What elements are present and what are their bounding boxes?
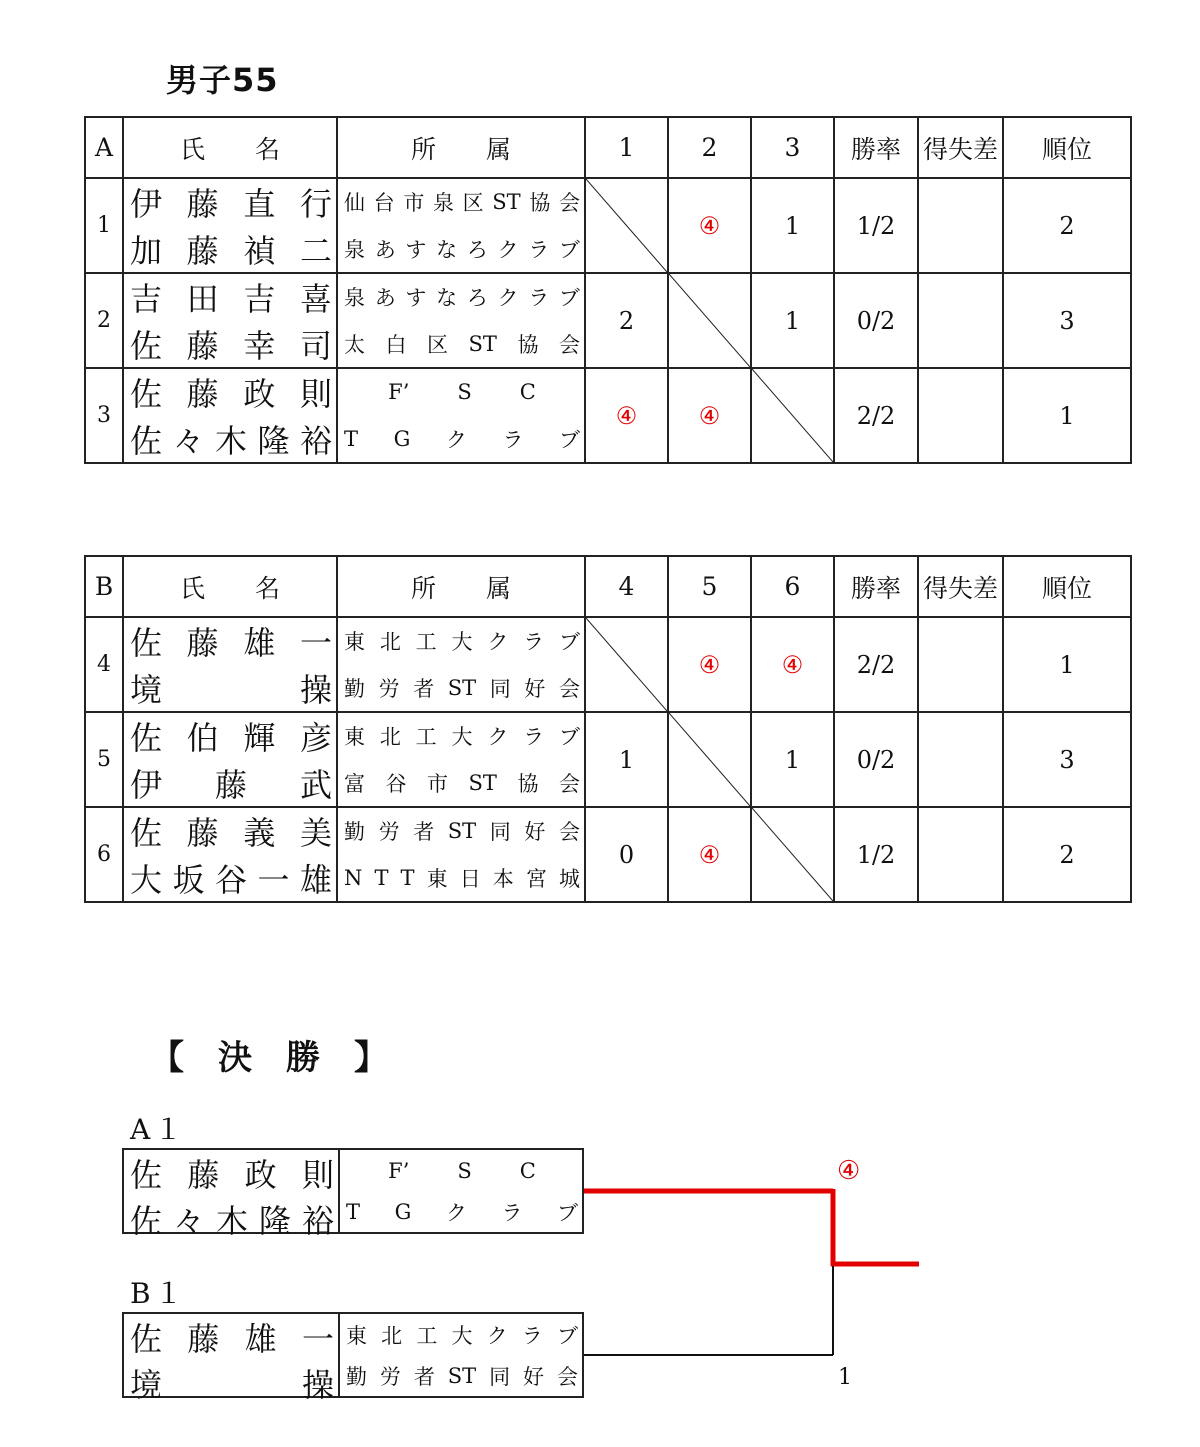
name-char: 藤 bbox=[186, 814, 219, 853]
name-char: 田 bbox=[186, 280, 219, 319]
affil-char: 勤 bbox=[344, 676, 365, 701]
affil-char: 富 bbox=[344, 771, 365, 796]
affil-char: F’ bbox=[388, 380, 410, 405]
diff-header: 得失差 bbox=[918, 556, 1003, 617]
name-char: 藤 bbox=[187, 1156, 220, 1194]
affil-char: ブ bbox=[558, 630, 580, 655]
score-cell: ④ bbox=[668, 807, 751, 902]
name-char: 佐 bbox=[130, 1202, 163, 1240]
name-char: 隆 bbox=[258, 1202, 291, 1240]
affil-char: T bbox=[346, 1199, 361, 1224]
rank-header: 順位 bbox=[1003, 556, 1131, 617]
player-number: 5 bbox=[85, 712, 123, 807]
affil-char: F’ bbox=[388, 1158, 410, 1183]
affil-char: 者 bbox=[413, 820, 435, 845]
affil-char: 市 bbox=[427, 771, 449, 796]
affil-char: 日 bbox=[459, 866, 481, 891]
rank-cell: 1 bbox=[1003, 368, 1131, 463]
name-char: 佐 bbox=[130, 624, 163, 663]
name-char: 一 bbox=[301, 1320, 334, 1358]
affil-char: ク bbox=[445, 427, 467, 452]
affil-char: ST bbox=[447, 675, 477, 700]
score-cell: 1 bbox=[751, 178, 834, 273]
winrate-header: 勝率 bbox=[834, 117, 918, 178]
affil-char: 者 bbox=[413, 1364, 435, 1389]
affil-char: 北 bbox=[381, 1323, 403, 1348]
affil-char: G bbox=[394, 1199, 412, 1224]
group-id: B bbox=[85, 556, 123, 617]
name-char: 則 bbox=[301, 1156, 334, 1194]
name-char: 佐 bbox=[130, 814, 163, 853]
name-char: 一 bbox=[299, 624, 332, 663]
player-number: 4 bbox=[85, 617, 123, 712]
name-char: 幸 bbox=[243, 326, 276, 365]
affil-char: T bbox=[374, 865, 389, 890]
affil-char: 会 bbox=[556, 1364, 578, 1389]
score-cell: 1 bbox=[751, 273, 834, 368]
affil-header: 所 属 bbox=[337, 556, 585, 617]
affil-char: C bbox=[519, 1158, 536, 1183]
name-char: 禎 bbox=[243, 231, 276, 270]
affil-char: ラ bbox=[521, 1323, 543, 1348]
name-char: 直 bbox=[243, 185, 276, 224]
rank-cell: 2 bbox=[1003, 178, 1131, 273]
final-seed-a1: A１ bbox=[130, 1113, 187, 1146]
name-char: 加 bbox=[130, 231, 163, 270]
affil-char: 区 bbox=[427, 332, 449, 357]
name-char: 二 bbox=[299, 231, 332, 270]
diff-header: 得失差 bbox=[918, 117, 1003, 178]
affil-char: 泉 bbox=[344, 286, 365, 311]
score-cell: ④ bbox=[668, 368, 751, 463]
name-header: 氏 名 bbox=[123, 117, 337, 178]
name-char: 伊 bbox=[130, 185, 163, 224]
affil-char: 同 bbox=[489, 820, 511, 845]
player-number: 3 bbox=[85, 368, 123, 463]
name-char: 藤 bbox=[187, 1320, 220, 1358]
affil-char: 協 bbox=[529, 191, 551, 216]
affil-char: 東 bbox=[426, 866, 448, 891]
affil-char: C bbox=[519, 380, 536, 405]
affil-char: 台 bbox=[373, 191, 395, 216]
name-char: 吉 bbox=[243, 280, 276, 319]
opponent-header-4: 4 bbox=[585, 556, 668, 617]
affil-char: 労 bbox=[378, 820, 400, 845]
affil-char: 大 bbox=[451, 630, 473, 655]
name-char: 雄 bbox=[244, 1320, 277, 1358]
name-char: 裕 bbox=[301, 1202, 334, 1240]
affil-char: 大 bbox=[451, 725, 473, 750]
affil-char: 工 bbox=[416, 1323, 438, 1348]
name-char: 佐 bbox=[130, 375, 163, 414]
affil-char: 会 bbox=[558, 332, 580, 357]
affil-char: あ bbox=[374, 286, 396, 311]
winrate-cell: 2/2 bbox=[834, 368, 918, 463]
affil-char: 労 bbox=[378, 676, 400, 701]
affil-char: ラ bbox=[501, 1200, 523, 1225]
affil-char: 城 bbox=[558, 866, 580, 891]
affil-char: 同 bbox=[489, 1364, 511, 1389]
affil-char: ブ bbox=[558, 427, 580, 452]
name-char: 藤 bbox=[186, 231, 219, 270]
affil-char: ラ bbox=[528, 237, 550, 262]
group-id: A bbox=[85, 117, 123, 178]
winrate-cell: 0/2 bbox=[834, 273, 918, 368]
affil-char: ブ bbox=[556, 1200, 578, 1225]
affil-char: 協 bbox=[517, 332, 539, 357]
name-char: 喜 bbox=[299, 280, 332, 319]
affil-char: 同 bbox=[489, 676, 511, 701]
affil-char: ブ bbox=[558, 725, 580, 750]
affil-char: T bbox=[400, 865, 415, 890]
affil-char: ク bbox=[487, 630, 509, 655]
name-char: 彦 bbox=[299, 719, 332, 758]
affil-char: N bbox=[344, 865, 363, 890]
affil-char: 太 bbox=[344, 332, 365, 357]
affil-char: ろ bbox=[466, 286, 488, 311]
name-char: 藤 bbox=[186, 185, 219, 224]
affil-char: ラ bbox=[528, 286, 550, 311]
final-score-loser: 1 bbox=[838, 1365, 852, 1390]
affil-char: 東 bbox=[344, 630, 365, 655]
winrate-cell: 2/2 bbox=[834, 617, 918, 712]
name-char: 一 bbox=[257, 860, 290, 899]
winrate-header: 勝率 bbox=[834, 556, 918, 617]
affil-char: ST bbox=[468, 331, 497, 356]
affil-char: ク bbox=[497, 286, 519, 311]
affil-char: 大 bbox=[451, 1323, 473, 1348]
name-char: 操 bbox=[299, 670, 332, 709]
score-cell: ④ bbox=[668, 617, 751, 712]
name-char: 行 bbox=[299, 185, 332, 224]
affil-char: 会 bbox=[559, 191, 580, 216]
affil-char: ST bbox=[492, 190, 521, 215]
affil-char: 労 bbox=[379, 1364, 401, 1389]
affil-char: ろ bbox=[466, 237, 488, 262]
rank-cell: 1 bbox=[1003, 617, 1131, 712]
affil-char: ブ bbox=[558, 237, 580, 262]
opponent-header-6: 6 bbox=[751, 556, 834, 617]
name-char: 則 bbox=[299, 375, 332, 414]
affil-char: ラ bbox=[523, 630, 545, 655]
name-char: 佐 bbox=[130, 1156, 163, 1194]
affil-char: 北 bbox=[379, 630, 401, 655]
opponent-header-1: 1 bbox=[585, 117, 668, 178]
affil-char: G bbox=[393, 426, 411, 451]
name-char: 輝 bbox=[243, 719, 276, 758]
name-char: 谷 bbox=[214, 860, 247, 899]
rank-cell: 2 bbox=[1003, 807, 1131, 902]
affil-char: ST bbox=[447, 1363, 477, 1388]
opponent-header-2: 2 bbox=[668, 117, 751, 178]
winrate-cell: 1/2 bbox=[834, 178, 918, 273]
affil-char: 勤 bbox=[346, 1364, 367, 1389]
affil-char: 工 bbox=[415, 630, 437, 655]
name-char: 佐 bbox=[130, 1320, 163, 1358]
affil-char: 協 bbox=[517, 771, 539, 796]
affil-char: 本 bbox=[492, 866, 514, 891]
name-char: 武 bbox=[299, 765, 332, 804]
score-cell: ④ bbox=[585, 368, 668, 463]
affil-char: 仙 bbox=[344, 191, 365, 216]
score-cell: 1 bbox=[751, 712, 834, 807]
name-char: 佐 bbox=[130, 719, 163, 758]
name-char: 藤 bbox=[186, 375, 219, 414]
affil-char: す bbox=[405, 286, 427, 311]
affil-char: ST bbox=[447, 819, 477, 844]
name-char: 義 bbox=[243, 814, 276, 853]
player-number: 6 bbox=[85, 807, 123, 902]
affil-char: ラ bbox=[523, 725, 545, 750]
affil-char: 宮 bbox=[525, 866, 547, 891]
rank-cell: 3 bbox=[1003, 712, 1131, 807]
name-char: 雄 bbox=[243, 624, 276, 663]
affil-char: ST bbox=[468, 770, 497, 795]
rank-cell: 3 bbox=[1003, 273, 1131, 368]
name-char: 藤 bbox=[186, 326, 219, 365]
name-char: 吉 bbox=[130, 280, 163, 319]
affil-char: S bbox=[457, 380, 472, 405]
name-char: 佐 bbox=[130, 421, 163, 460]
final-title: 【 決 勝 】 bbox=[150, 1038, 388, 1078]
affil-char: 好 bbox=[523, 1364, 545, 1389]
name-char: 坂 bbox=[172, 860, 205, 899]
affil-char: T bbox=[344, 426, 359, 451]
name-char: 伯 bbox=[186, 719, 219, 758]
affil-char: ク bbox=[497, 237, 519, 262]
final-seed-b1: B１ bbox=[130, 1277, 187, 1310]
name-char: 境 bbox=[130, 1366, 163, 1404]
winrate-cell: 1/2 bbox=[834, 807, 918, 902]
player-number: 1 bbox=[85, 178, 123, 273]
affil-char: 市 bbox=[403, 191, 425, 216]
name-char: 操 bbox=[301, 1366, 334, 1404]
name-char: 政 bbox=[244, 1156, 277, 1194]
affil-char: な bbox=[436, 286, 458, 311]
affil-char: ラ bbox=[502, 427, 524, 452]
affil-char: 谷 bbox=[385, 771, 407, 796]
name-char: 政 bbox=[243, 375, 276, 414]
name-char: 木 bbox=[215, 1202, 248, 1240]
affil-char: ク bbox=[486, 1323, 508, 1348]
affil-char: 工 bbox=[415, 725, 437, 750]
affil-char: S bbox=[457, 1158, 472, 1183]
name-char: 伊 bbox=[130, 765, 163, 804]
affil-char: な bbox=[436, 237, 458, 262]
winrate-cell: 0/2 bbox=[834, 712, 918, 807]
name-char: 大 bbox=[130, 860, 163, 899]
name-char: 裕 bbox=[299, 421, 332, 460]
affil-char: ク bbox=[487, 725, 509, 750]
player-number: 2 bbox=[85, 273, 123, 368]
opponent-header-5: 5 bbox=[668, 556, 751, 617]
name-char: 々 bbox=[172, 1202, 205, 1240]
affil-char: 泉 bbox=[344, 237, 365, 262]
affil-char: ク bbox=[445, 1200, 467, 1225]
affil-char: 会 bbox=[558, 820, 580, 845]
page-title: 男子55 bbox=[166, 61, 279, 99]
affil-char: 東 bbox=[344, 725, 365, 750]
final-score-winner: ④ bbox=[837, 1156, 861, 1186]
score-cell: 2 bbox=[585, 273, 668, 368]
affil-char: ブ bbox=[558, 286, 580, 311]
score-cell: ④ bbox=[751, 617, 834, 712]
name-header: 氏 名 bbox=[123, 556, 337, 617]
affil-char: 泉 bbox=[432, 191, 454, 216]
score-cell: 1 bbox=[585, 712, 668, 807]
name-char: 佐 bbox=[130, 326, 163, 365]
affil-char: 東 bbox=[346, 1323, 367, 1348]
name-char: 藤 bbox=[186, 624, 219, 663]
score-cell: 0 bbox=[585, 807, 668, 902]
affil-char: あ bbox=[374, 237, 396, 262]
affil-char: ブ bbox=[556, 1323, 578, 1348]
name-char: 々 bbox=[172, 421, 205, 460]
name-char: 美 bbox=[299, 814, 332, 853]
name-char: 境 bbox=[130, 670, 163, 709]
opponent-header-3: 3 bbox=[751, 117, 834, 178]
affil-char: 北 bbox=[379, 725, 401, 750]
affil-char: 区 bbox=[462, 191, 484, 216]
name-char: 藤 bbox=[214, 765, 247, 804]
affil-char: 会 bbox=[558, 676, 580, 701]
affil-char: 勤 bbox=[344, 820, 365, 845]
affil-header: 所 属 bbox=[337, 117, 585, 178]
name-char: 木 bbox=[214, 421, 247, 460]
name-char: 隆 bbox=[257, 421, 290, 460]
affil-char: す bbox=[405, 237, 427, 262]
name-char: 司 bbox=[299, 326, 332, 365]
rank-header: 順位 bbox=[1003, 117, 1131, 178]
affil-char: 白 bbox=[385, 332, 407, 357]
affil-char: 好 bbox=[524, 820, 546, 845]
affil-char: 会 bbox=[558, 771, 580, 796]
score-cell: ④ bbox=[668, 178, 751, 273]
affil-char: 者 bbox=[413, 676, 435, 701]
name-char: 雄 bbox=[299, 860, 332, 899]
affil-char: 好 bbox=[524, 676, 546, 701]
